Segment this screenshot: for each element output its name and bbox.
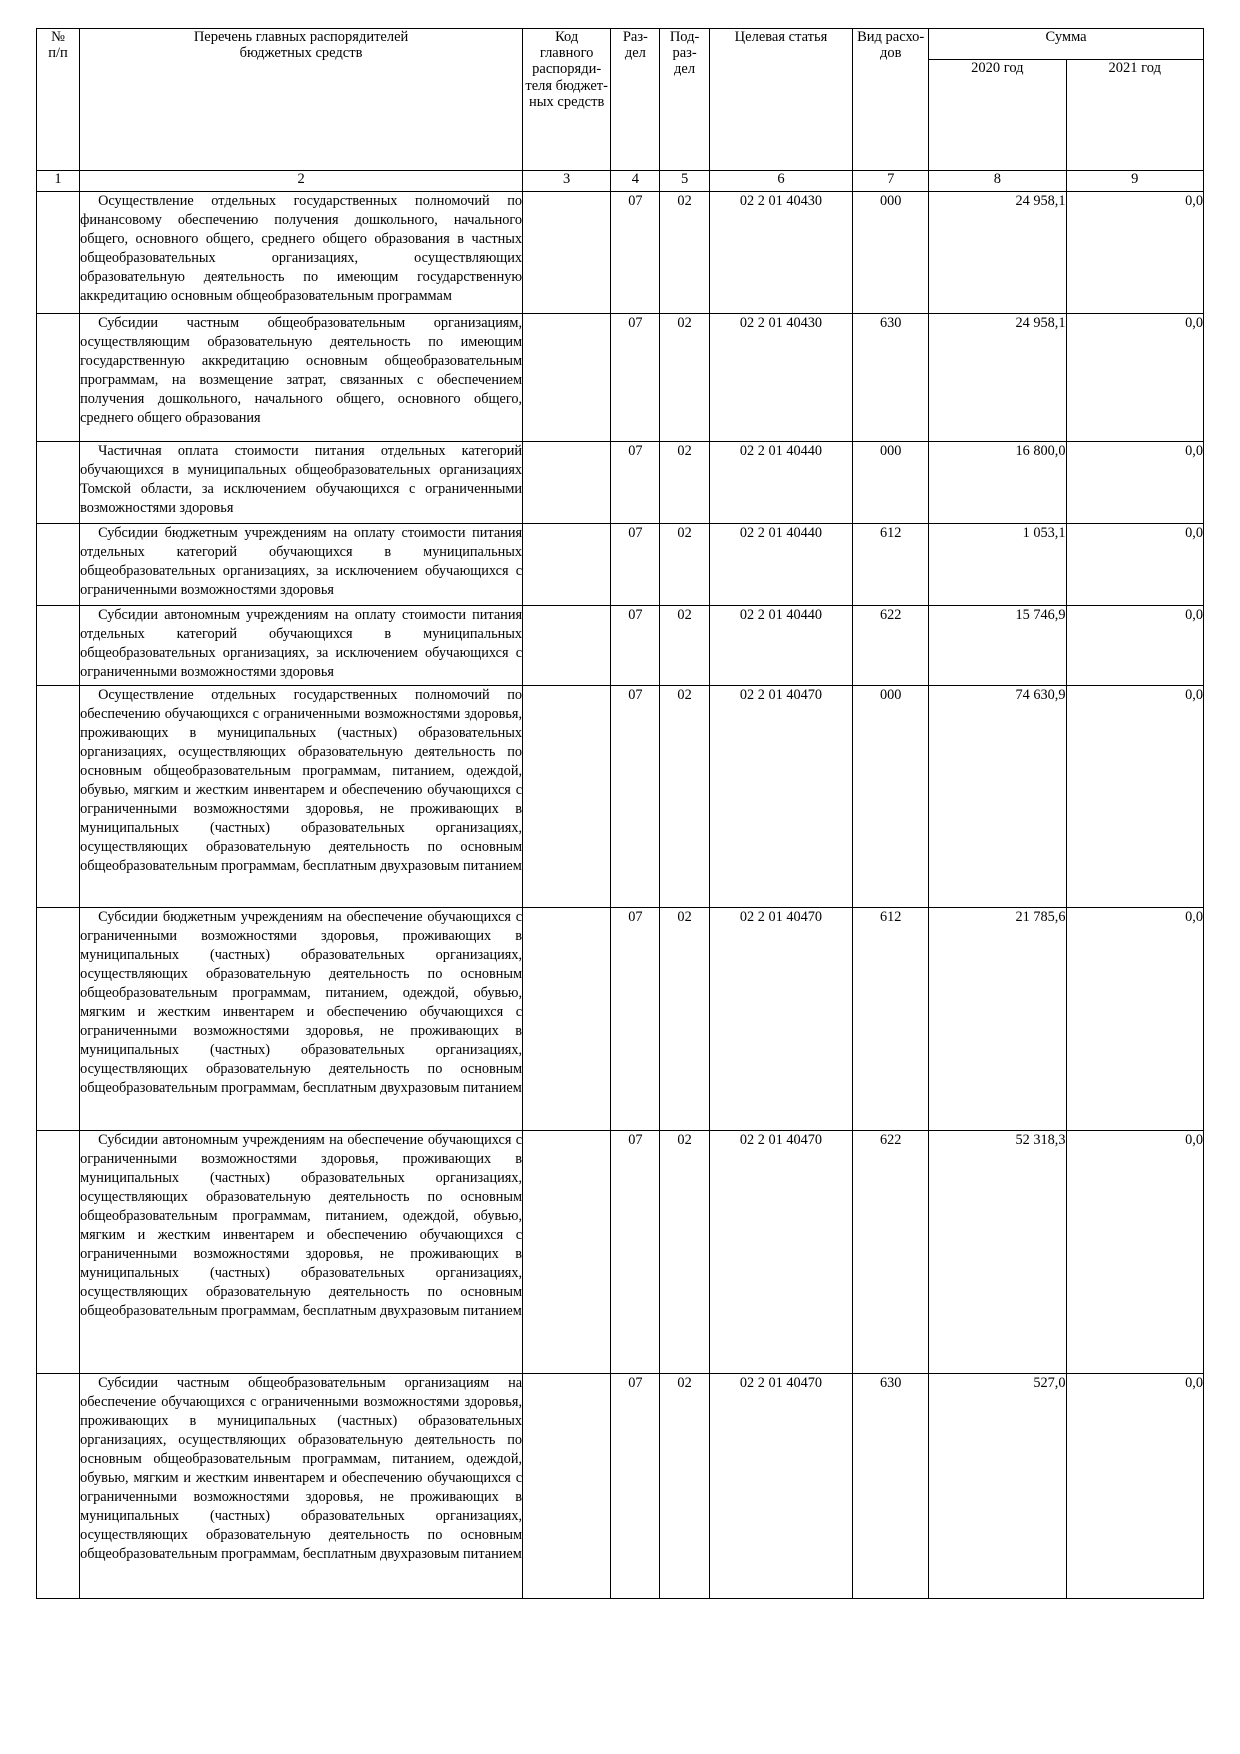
row-name-cell [80, 442, 523, 524]
row-razdel-cell: 07 [611, 192, 660, 314]
table-row [37, 686, 1204, 908]
row-number-cell [37, 908, 80, 1131]
header-code [523, 29, 611, 171]
row-statya-cell: 02 2 01 40440 [709, 524, 853, 606]
header-np-line1: № [51, 29, 65, 45]
colnum-1: 1 [37, 171, 80, 192]
colnum-9: 9 [1066, 171, 1203, 192]
row-statya-cell: 02 2 01 40440 [709, 606, 853, 686]
row-razdel-cell: 07 [611, 1374, 660, 1599]
row-statya-cell: 02 2 01 40470 [709, 686, 853, 908]
row-statya-cell: 02 2 01 40470 [709, 1131, 853, 1374]
row-amount-2021-cell: 0,0 [1066, 524, 1203, 606]
header-year-2020: 2020 год [929, 60, 1066, 171]
row-amount-2021-cell: 0,0 [1066, 314, 1203, 442]
row-amount-2020-cell: 24 958,1 [929, 314, 1066, 442]
row-razdel-cell: 07 [611, 314, 660, 442]
row-name-cell [80, 192, 523, 314]
header-podrazdel-line3: дел [674, 61, 696, 78]
header-name-line1: Перечень главных распорядителей [193, 29, 409, 45]
table-row [37, 908, 1204, 1131]
header-np-line2: п/п [48, 45, 68, 62]
row-amount-2020-cell: 15 746,9 [929, 606, 1066, 686]
row-name-text: Субсидии автономным учреждениям на оплату стоимости питания отдельных категорий обучающихся в муниципальных общеобразовательных организациях, за исключением обучающихся с ограниченными возможностями здоровья [80, 607, 523, 680]
row-razdel-cell: 07 [611, 606, 660, 686]
row-podrazdel-cell: 02 [660, 606, 709, 686]
table-row [37, 442, 1204, 524]
header-vid [853, 29, 929, 171]
header-np [37, 29, 80, 171]
header-podrazdel-line2: раз- [672, 45, 697, 62]
row-code-cell [523, 314, 611, 442]
row-code-cell [523, 1374, 611, 1599]
row-name-text: Субсидии бюджетным учреждениям на оплату стоимости питания отдельных категорий обучающихся в муниципальных общеобразовательных организациях, за исключением обучающихся с ограниченными возможностями здоровья [80, 525, 523, 598]
row-number-cell [37, 1131, 80, 1374]
row-podrazdel-cell: 02 [660, 442, 709, 524]
row-code-cell [523, 606, 611, 686]
header-name-line2: бюджетных средств [239, 45, 363, 62]
colnum-5: 5 [660, 171, 709, 192]
row-amount-2021-cell: 0,0 [1066, 442, 1203, 524]
row-name-text: Осуществление отдельных государственных полномочий по финансовому обеспечению получения дошкольного, начального общего, основного общего, среднего общего образования в частных общеобразовательных организациях, осуществляющих образовательную деятельность по имеющим государственную аккредитацию основным общеобразовательным программам [80, 193, 523, 304]
header-statya: Целевая статья [709, 29, 853, 171]
row-razdel-cell: 07 [611, 524, 660, 606]
row-name-cell [80, 908, 523, 1131]
row-number-cell [37, 686, 80, 908]
row-amount-2020-cell: 21 785,6 [929, 908, 1066, 1131]
header-podrazdel [660, 29, 709, 171]
row-statya-cell: 02 2 01 40440 [709, 442, 853, 524]
row-amount-2021-cell: 0,0 [1066, 606, 1203, 686]
colnum-6: 6 [709, 171, 853, 192]
row-amount-2021-cell: 0,0 [1066, 192, 1203, 314]
row-name-text: Субсидии частным общеобразовательным организациям, осуществляющим образовательную деятельность по имеющим государственную аккредитацию основным общеобразовательным программам, на возмещение затрат, связанных с обеспечением получения дошкольного, начального общего, основного общего, среднего общего образования [80, 315, 523, 426]
header-vid-line1: Вид расхо- [857, 29, 925, 45]
row-name-text: Субсидии частным общеобразовательным организациям на обеспечение обучающихся с ограниченными возможностями здоровья, проживающих в муниципальных (частных) образовательных организациях, осуществляющих образовательную деятельность по основным общеобразовательным программам, питанием, одеждой, обувью, мягким и жестким инвентарем и обеспечению обучающихся с ограниченными возможностями здоровья, не проживающих в муниципальных (частных) образовательных организациях, осуществляющих образовательную деятельность по основным общеобразовательным программам, бесплатным двухразовым питанием [80, 1375, 523, 1562]
row-number-cell [37, 314, 80, 442]
row-amount-2021-cell: 0,0 [1066, 1131, 1203, 1374]
row-amount-2021-cell: 0,0 [1066, 1374, 1203, 1599]
row-podrazdel-cell: 02 [660, 686, 709, 908]
header-code-line3: распоряди- [532, 61, 602, 78]
row-amount-2020-cell: 74 630,9 [929, 686, 1066, 908]
header-code-line4: теля бюджет- [525, 77, 608, 94]
row-name-cell [80, 1131, 523, 1374]
row-vid-cell: 630 [853, 314, 929, 442]
header-razdel-line1: Раз- [622, 29, 648, 45]
row-vid-cell: 612 [853, 908, 929, 1131]
row-razdel-cell: 07 [611, 442, 660, 524]
row-vid-cell: 622 [853, 606, 929, 686]
table-body [37, 192, 1204, 1599]
row-statya-cell: 02 2 01 40470 [709, 1374, 853, 1599]
row-podrazdel-cell: 02 [660, 1374, 709, 1599]
row-name-cell [80, 1374, 523, 1599]
row-name-text: Частичная оплата стоимости питания отдельных категорий обучающихся в муниципальных общеобразовательных организациях Томской области, за исключением обучающихся с ограниченными возможностями здоровья [80, 443, 523, 516]
row-name-cell [80, 314, 523, 442]
row-number-cell [37, 524, 80, 606]
row-number-cell [37, 192, 80, 314]
table-row [37, 1374, 1204, 1599]
colnum-8: 8 [929, 171, 1066, 192]
row-name-text: Субсидии автономным учреждениям на обеспечение обучающихся с ограниченными возможностями здоровья, проживающих в муниципальных (частных) образовательных организациях, осуществляющих образовательную деятельность по основным общеобразовательным программам, питанием, одеждой, обувью, мягким и жестким инвентарем и обеспечению обучающихся с ограниченными возможностями здоровья, не проживающих в муниципальных (частных) образовательных организациях, осуществляющих образовательную деятельность по основным общеобразовательным программам, бесплатным двухразовым питанием [80, 1132, 523, 1319]
table-header [37, 29, 1204, 192]
header-code-line1: Код [555, 29, 579, 45]
row-vid-cell: 000 [853, 686, 929, 908]
row-vid-cell: 622 [853, 1131, 929, 1374]
colnum-7: 7 [853, 171, 929, 192]
row-amount-2020-cell: 52 318,3 [929, 1131, 1066, 1374]
row-podrazdel-cell: 02 [660, 908, 709, 1131]
row-statya-cell: 02 2 01 40430 [709, 314, 853, 442]
header-vid-line2: дов [879, 45, 902, 62]
colnum-2: 2 [80, 171, 523, 192]
row-amount-2020-cell: 16 800,0 [929, 442, 1066, 524]
row-podrazdel-cell: 02 [660, 524, 709, 606]
header-year-2021: 2021 год [1066, 60, 1203, 171]
row-razdel-cell: 07 [611, 686, 660, 908]
row-podrazdel-cell: 02 [660, 192, 709, 314]
table-row [37, 192, 1204, 314]
row-amount-2020-cell: 1 053,1 [929, 524, 1066, 606]
row-code-cell [523, 908, 611, 1131]
colnum-3: 3 [523, 171, 611, 192]
row-code-cell [523, 192, 611, 314]
row-statya-cell: 02 2 01 40470 [709, 908, 853, 1131]
row-razdel-cell: 07 [611, 908, 660, 1131]
colnum-4: 4 [611, 171, 660, 192]
header-code-line5: ных средств [529, 93, 605, 110]
row-number-cell [37, 606, 80, 686]
header-razdel [611, 29, 660, 171]
row-vid-cell: 000 [853, 192, 929, 314]
row-code-cell [523, 442, 611, 524]
header-podrazdel-line1: Под- [669, 29, 700, 45]
row-amount-2020-cell: 24 958,1 [929, 192, 1066, 314]
header-summa: Сумма [929, 29, 1204, 60]
row-vid-cell: 612 [853, 524, 929, 606]
row-name-text: Субсидии бюджетным учреждениям на обеспечение обучающихся с ограниченными возможностями здоровья, проживающих в муниципальных (частных) образовательных организациях, осуществляющих образовательную деятельность по основным общеобразовательным программам, питанием, одеждой, обувью, мягким и жестким инвентарем и обеспечению обучающихся с ограниченными возможностями здоровья, не проживающих в муниципальных (частных) образовательных организациях, осуществляющих образовательную деятельность по основным общеобразовательным программам, бесплатным двухразовым питанием [80, 909, 523, 1096]
budget-table [36, 28, 1204, 1599]
row-code-cell [523, 686, 611, 908]
row-amount-2021-cell: 0,0 [1066, 686, 1203, 908]
row-statya-cell: 02 2 01 40430 [709, 192, 853, 314]
row-razdel-cell: 07 [611, 1131, 660, 1374]
row-amount-2020-cell: 527,0 [929, 1374, 1066, 1599]
row-code-cell [523, 1131, 611, 1374]
header-name [80, 29, 523, 171]
row-vid-cell: 630 [853, 1374, 929, 1599]
row-name-cell [80, 606, 523, 686]
row-amount-2021-cell: 0,0 [1066, 908, 1203, 1131]
header-code-line2: главного [539, 45, 594, 62]
row-podrazdel-cell: 02 [660, 314, 709, 442]
row-code-cell [523, 524, 611, 606]
row-number-cell [37, 1374, 80, 1599]
header-razdel-line2: дел [624, 45, 646, 62]
column-number-row [37, 171, 1204, 192]
table-row [37, 524, 1204, 606]
table-row [37, 606, 1204, 686]
row-podrazdel-cell: 02 [660, 1131, 709, 1374]
row-number-cell [37, 442, 80, 524]
row-name-cell [80, 686, 523, 908]
row-vid-cell: 000 [853, 442, 929, 524]
row-name-text: Осуществление отдельных государственных полномочий по обеспечению обучающихся с ограниченными возможностями здоровья, проживающих в муниципальных (частных) образовательных организациях, осуществляющих образовательную деятельность по основным общеобразовательным программам, питанием, одеждой, обувью, мягким и жестким инвентарем и обеспечению обучающихся с ограниченными возможностями здоровья, не проживающих в муниципальных (частных) образовательных организациях, осуществляющих образовательную деятельность по основным общеобразовательным программам, бесплатным двухразовым питанием [80, 687, 523, 874]
table-row [37, 314, 1204, 442]
row-name-cell [80, 524, 523, 606]
table-row [37, 1131, 1204, 1374]
